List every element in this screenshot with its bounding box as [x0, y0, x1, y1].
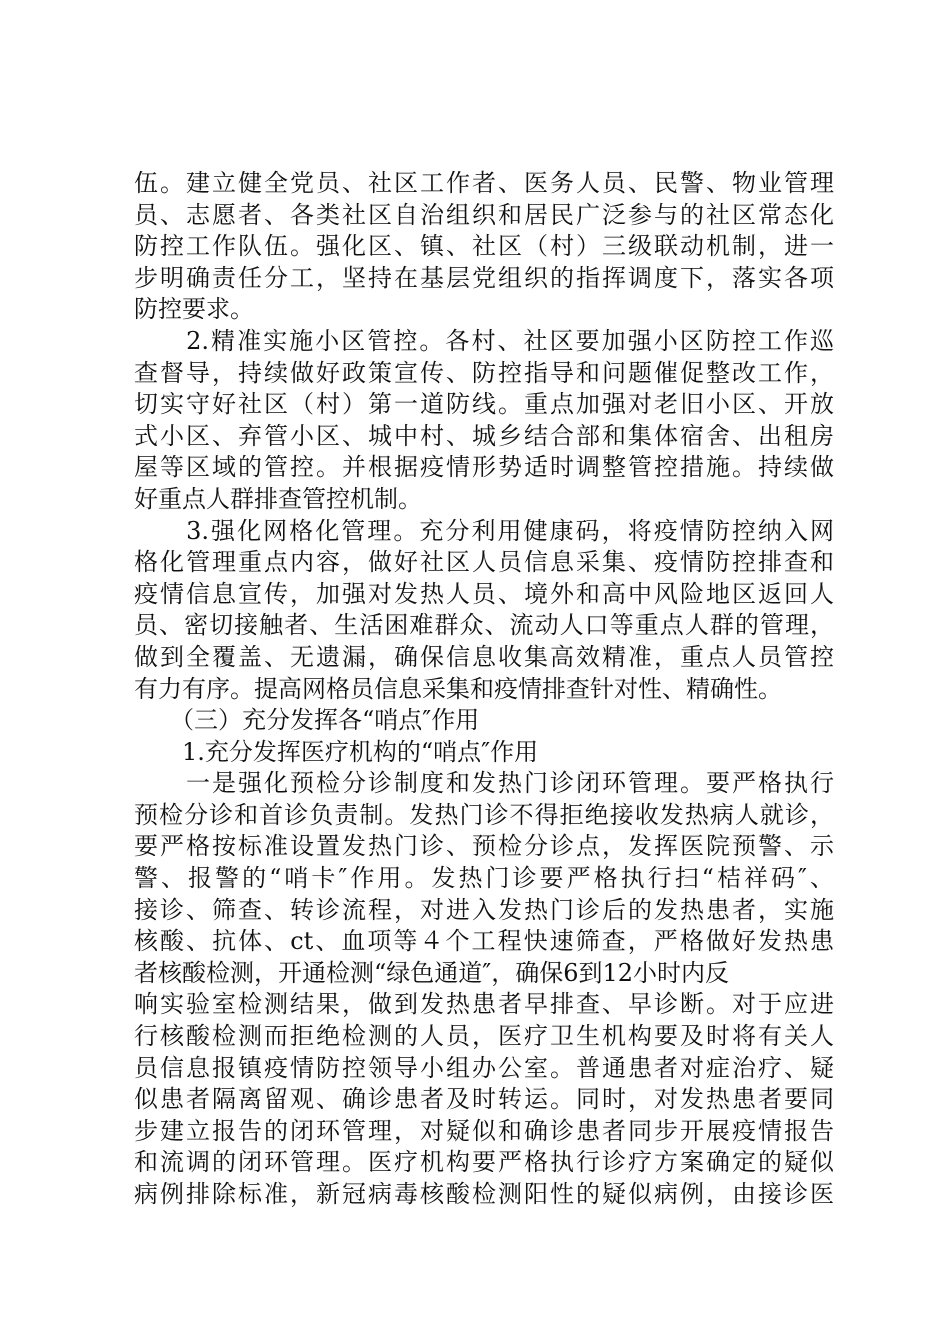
text-line: 3.强化网格化管理。充分利用健康码，将疫情防控纳入网 — [134, 516, 834, 545]
text-line: 要严格按标准设置发热门诊、预检分诊点，发挥医院预警、示 — [134, 832, 834, 861]
text-line: 格化管理重点内容，做好社区人员信息采集、疫情防控排查和 — [134, 548, 834, 577]
text-line: 和流调的闭环管理。医疗机构要严格执行诊疗方案确定的疑似 — [134, 1148, 834, 1177]
text-line: 响实验室检测结果，做到发热患者早排查、早诊断。对于应进 — [134, 990, 834, 1019]
text-line: 2.精准实施小区管控。各村、社区要加强小区防控工作巡 — [134, 326, 834, 355]
text-line: 式小区、弃管小区、城中村、城乡结合部和集体宿舍、出租房 — [134, 421, 834, 450]
document-body — [134, 168, 834, 1211]
text-line: 屋等区域的管控。并根据疫情形势适时调整管控措施。持续做 — [134, 453, 834, 482]
text-line: 警、报警的“哨卡″作用。发热门诊要严格执行扫“桔祥码″、 — [134, 864, 834, 893]
text-line: 预检分诊和首诊负责制。发热门诊不得拒绝接收发热病人就诊， — [134, 800, 834, 829]
text-line: 一是强化预检分诊制度和发热门诊闭环管理。要严格执行 — [134, 769, 834, 798]
text-line: 1.充分发挥医疗机构的“哨点″作用 — [134, 737, 539, 766]
text-line: 防控要求。 — [134, 295, 254, 324]
text-line: 好重点人群排查管控机制。 — [134, 484, 422, 513]
text-line: 步建立报告的闭环管理，对疑似和确诊患者同步开展疫情报告 — [134, 1116, 834, 1145]
text-line: 员、密切接触者、生活困难群众、流动人口等重点人群的管理， — [134, 611, 834, 640]
text-line: 防控工作队伍。强化区、镇、社区（村）三级联动机制，进一 — [134, 232, 834, 261]
text-line: 行核酸检测而拒绝检测的人员，医疗卫生机构要及时将有关人 — [134, 1022, 834, 1051]
text-line: 员、志愿者、各类社区自治组织和居民广泛参与的社区常态化 — [134, 200, 834, 229]
text-line: 者核酸检测，开通检测“绿色通道″，确保6到12小时内反 — [134, 958, 730, 987]
text-line: 病例排除标准，新冠病毒核酸检测阳性的疑似病例，由接诊医 — [134, 1180, 834, 1208]
text-line: 伍。建立健全党员、社区工作者、医务人员、民警、物业管理 — [134, 169, 834, 197]
text-line: 核酸、抗体、ct、血项等４个工程快速筛查，严格做好发热患 — [134, 927, 834, 956]
text-line: （三）充分发挥各“哨点″作用 — [134, 706, 480, 735]
text-line: 接诊、筛查、转诊流程，对进入发热门诊后的发热患者，实施 — [134, 895, 834, 924]
text-line: 查督导，持续做好政策宣传、防控指导和问题催促整改工作， — [134, 358, 834, 387]
text-line: 似患者隔离留观、确诊患者及时转运。同时，对发热患者要同 — [134, 1085, 834, 1114]
text-line: 步明确责任分工，坚持在基层党组织的指挥调度下，落实各项 — [134, 263, 834, 292]
text-line: 有力有序。提高网格员信息采集和疫情排查针对性、精确性。 — [134, 674, 782, 703]
text-line: 做到全覆盖、无遗漏，确保信息收集高效精准，重点人员管控 — [134, 642, 834, 671]
text-line: 疫情信息宣传，加强对发热人员、境外和高中风险地区返回人 — [134, 579, 834, 608]
text-line: 员信息报镇疫情防控领导小组办公室。普通患者对症治疗、疑 — [134, 1053, 834, 1082]
text-line: 切实守好社区（村）第一道防线。重点加强对老旧小区、开放 — [134, 390, 834, 419]
